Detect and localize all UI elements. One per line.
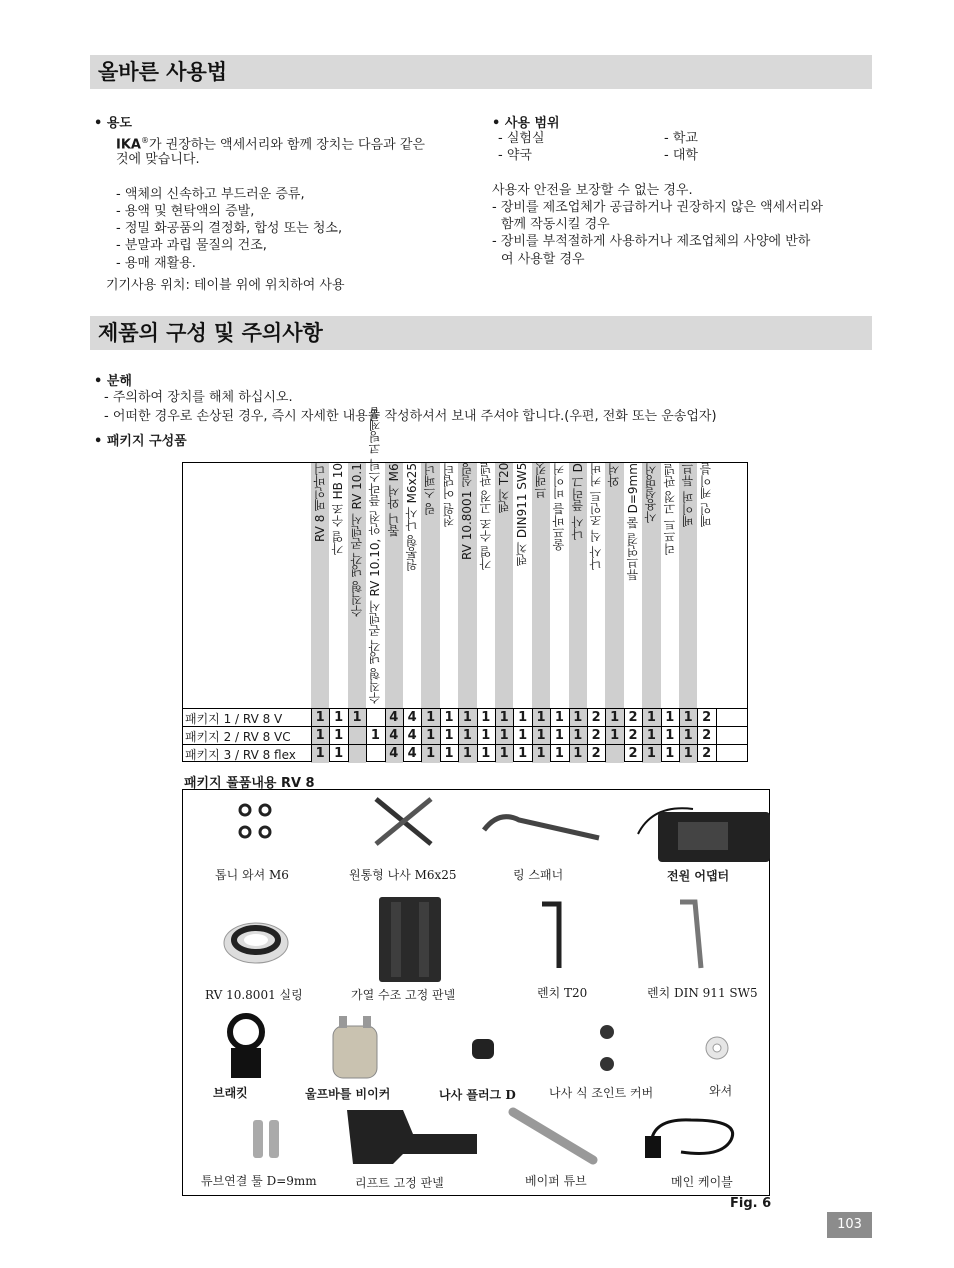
table-cell: 4 (389, 710, 399, 725)
caption-sealing: RV 10.8001 실링 (205, 988, 303, 1002)
table-cell: 1 (462, 746, 472, 761)
unpack-line2: - 어떠한 경우로 손상된 경우, 즉시 자세한 내용을 작성하셔서 보내 주셔야 합니다.(우편, 전화 또는 운송업자) (104, 409, 717, 424)
table-column-header: 브래킷 (533, 463, 548, 499)
caption-tooth-washer: 톱니 와셔 M6 (215, 868, 289, 882)
table-cell: 2 (702, 710, 712, 725)
table-column-header: 와셔 (607, 463, 622, 487)
caption-heating-bath-panel: 가열 수조 고정 판넬 (351, 988, 456, 1002)
usage-item: - 분말과 과립 물질의 건조, (116, 238, 267, 253)
table-cell: 1 (610, 728, 620, 743)
table-cell: 1 (481, 710, 491, 725)
table-column-header: RV 8 메인바디 (313, 463, 327, 543)
table-cell: 1 (536, 746, 546, 761)
table-cell: 1 (610, 710, 620, 725)
table-cell: 2 (702, 746, 712, 761)
table-column-header: 수직형 냉각 콘덴서 RV 10.10, 안전 플라스틱 코팅제품 (368, 407, 383, 704)
table-row (183, 708, 747, 726)
package-figure (182, 789, 770, 1196)
table-cell: 1 (444, 710, 454, 725)
table-cell: 4 (389, 728, 399, 743)
table-column-header: 사용설명서 (644, 463, 659, 523)
table-cell: 4 (407, 728, 417, 743)
caption-woulff-bottle: 울프바틀 비이커 (305, 1087, 391, 1101)
table-column-header: 나사 플러그 D (570, 463, 585, 540)
usage-item: - 정밀 화공품의 결정화, 합성 또는 청소, (116, 221, 343, 236)
brand-registered: ® (140, 136, 149, 145)
unpack-heading: • 분해 (94, 374, 132, 389)
table-cell: 1 (646, 728, 656, 743)
table-cell: 1 (315, 728, 325, 743)
section-title-components: 제품의 구성 및 주의사항 (90, 316, 872, 350)
table-cell: 1 (518, 728, 528, 743)
table-column-header: 링 스패너 (423, 463, 438, 515)
scope-place: - 학교 (664, 131, 698, 146)
table-cell: 1 (573, 728, 583, 743)
unpack-line1: - 주의하여 장치를 해체 하십시오. (104, 390, 293, 405)
table-cell: 1 (518, 710, 528, 725)
table-column-header: RV 10.8001 실링 (460, 463, 475, 561)
table-cell: 1 (683, 746, 693, 761)
table-cell: 1 (536, 728, 546, 743)
table-cell: 1 (334, 728, 344, 743)
usage-location: 기기사용 위치: 테이블 위에 위치하여 사용 (106, 278, 345, 293)
table-column-header: 수직형 냉각 콘덴서 RV 10.1 (349, 463, 364, 617)
unsafe-item-2b: 여 사용할 경우 (501, 252, 585, 267)
table-cell: 1 (665, 710, 675, 725)
scope-place: - 약국 (498, 148, 532, 163)
table-cell: 1 (554, 710, 564, 725)
table-cell: 1 (554, 728, 564, 743)
table-cell: 1 (499, 746, 509, 761)
table-cell: 1 (426, 746, 436, 761)
table-cell (348, 727, 366, 745)
table-cell: 1 (683, 728, 693, 743)
screw-plug-image (469, 1036, 499, 1066)
table-column-header: 메인 케이블 (699, 463, 714, 527)
table-column-header: 렌치 DIN911 SW5 (515, 463, 530, 567)
brand-name: IKA (116, 137, 141, 153)
table-cell: 1 (499, 710, 509, 725)
unsafe-item-2a: - 장비를 부적절하게 사용하거나 제조업체의 사양에 반하 (492, 234, 811, 249)
table-cell: 2 (591, 746, 601, 761)
table-column-header: 울프바틀 비이커 (552, 463, 567, 551)
table-cell (366, 745, 384, 763)
heating-bath-panel-image (371, 892, 451, 991)
table-cell: 1 (444, 728, 454, 743)
table-cell: 1 (499, 728, 509, 743)
wrench-t20-image (539, 900, 569, 976)
usage-item: - 용액 및 현탁액의 증발, (116, 204, 255, 219)
tube-tool-image (249, 1116, 289, 1166)
caption-cylinder-screw: 원통형 나사 M6x25 (349, 868, 457, 882)
power-adapter-image (633, 794, 773, 868)
table-cell: 1 (573, 746, 583, 761)
table-cell: 1 (646, 710, 656, 725)
caption-tube-tool: 튜브연결 툴 D=9mm (201, 1174, 317, 1188)
table-cell: 2 (591, 710, 601, 725)
screw-joint-cover-image (593, 1022, 623, 1082)
table-row-label: 패키지 2 / RV 8 VC (185, 730, 291, 744)
table-column-header: 나사 식 조인트 커버 (589, 463, 603, 571)
table-cell: 4 (407, 746, 417, 761)
washer-image (703, 1034, 733, 1068)
table-cell: 2 (628, 710, 638, 725)
woulff-bottle-image (325, 1012, 385, 1086)
caption-lift-fixing-panel: 리프트 고정 판넬 (355, 1176, 444, 1190)
caption-bracket: 브래킷 (213, 1086, 248, 1100)
table-cell: 1 (462, 728, 472, 743)
table-column-header: 튜브연결 툴 D=9mm (625, 463, 640, 581)
table-column-header: 렌치 T20 (497, 463, 511, 514)
table-column-header: 가열 수조 고정 판넬 (478, 463, 493, 571)
table-column-header: 베이퍼 튜브 (681, 463, 695, 527)
caption-vapor-tube: 베이퍼 튜브 (525, 1174, 587, 1188)
caption-screw-joint-cover: 나사 식 조인트 커버 (549, 1086, 654, 1100)
table-cell: 1 (444, 746, 454, 761)
table-cell: 1 (334, 746, 344, 761)
caption-power-adapter: 전원 어댑터 (667, 869, 730, 883)
tooth-washer-image (237, 802, 287, 846)
package-heading: • 패키지 구성품 (94, 434, 187, 449)
table-cell: 4 (389, 746, 399, 761)
table-cell: 1 (315, 746, 325, 761)
table-column-header: 원통형 나사 M6x25 (405, 463, 419, 571)
table-cell: 2 (628, 746, 638, 761)
table-row-label: 패키지 1 / RV 8 V (185, 712, 283, 726)
usage-item: - 액체의 신속하고 부드러운 증류, (116, 187, 305, 202)
table-cell: 1 (665, 746, 675, 761)
table-column-header: 톱니 와셔 M6 (386, 463, 401, 537)
caption-ring-spanner: 링 스패너 (513, 868, 564, 882)
section-title-correct-use: 올바른 사용법 (90, 55, 872, 89)
table-row (183, 726, 747, 744)
table-cell: 4 (407, 710, 417, 725)
table-cell: 1 (665, 728, 675, 743)
caption-screw-plug: 나사 플러그 D (439, 1088, 516, 1102)
caption-wrench-t20: 렌치 T20 (537, 986, 588, 1000)
unsafe-item-1a: - 장비를 제조업체가 공급하거나 권장하지 않은 액세서리와 (492, 200, 823, 215)
mains-cable-image (641, 1106, 751, 1170)
table-row (183, 744, 747, 762)
scope-place: - 실험실 (498, 131, 545, 146)
table-cell: 1 (315, 710, 325, 725)
unsafe-item-1b: 함께 작동시킬 경우 (501, 217, 610, 232)
table-cell: 1 (646, 746, 656, 761)
table-cell: 2 (702, 728, 712, 743)
table-cell (348, 745, 366, 763)
cylinder-screw-image (371, 794, 441, 858)
figure-label: Fig. 6 (730, 1196, 772, 1211)
table-cell (605, 745, 623, 763)
bracket-image (221, 1012, 271, 1086)
scope-heading: • 사용 범위 (492, 116, 560, 131)
table-cell: 1 (573, 710, 583, 725)
usage-intro-line2: 것에 맞습니다. (116, 152, 200, 167)
table-cell: 1 (334, 710, 344, 725)
lift-fixing-panel-image (343, 1106, 483, 1172)
table-cell: 1 (683, 710, 693, 725)
table-cell: 1 (462, 710, 472, 725)
table-column-header: 리프트 고정 판넬 (662, 463, 677, 555)
table-cell: 1 (370, 728, 380, 743)
table-column-header: 전원 어댑터 (441, 463, 456, 527)
table-cell: 1 (554, 746, 564, 761)
figure-heading: 패키지 풀품내용 RV 8 (184, 776, 315, 791)
table-cell (366, 709, 384, 727)
unsafe-intro: 사용자 안전을 보장할 수 없는 경우. (492, 183, 693, 198)
table-cell: 1 (536, 710, 546, 725)
sealing-image (221, 918, 291, 972)
table-cell: 1 (352, 710, 362, 725)
scope-place: - 대학 (664, 148, 698, 163)
table-cell: 1 (518, 746, 528, 761)
caption-washer: 와셔 (709, 1084, 733, 1098)
table-cell: 1 (426, 710, 436, 725)
caption-wrench-din911: 렌치 DIN 911 SW5 (647, 986, 758, 1000)
usage-intro-text: 가 권장하는 액세서리와 함께 장치는 다음과 같은 (148, 137, 425, 153)
vapor-tube-image (505, 1106, 605, 1170)
table-cell: 2 (628, 728, 638, 743)
ring-spanner-image (479, 808, 609, 852)
table-row-label: 패키지 3 / RV 8 flex (185, 748, 296, 762)
usage-item: - 용매 재활용. (116, 256, 196, 271)
table-cell: 1 (481, 728, 491, 743)
table-column-header: 가열 수조 HB 10 (331, 463, 346, 555)
usage-heading: • 용도 (94, 116, 132, 131)
wrench-din911-image (677, 898, 711, 976)
table-cell: 2 (591, 728, 601, 743)
table-cell: 1 (481, 746, 491, 761)
table-cell: 1 (426, 728, 436, 743)
caption-mains-cable: 메인 케이블 (671, 1175, 733, 1189)
page-number: 103 (827, 1212, 872, 1238)
